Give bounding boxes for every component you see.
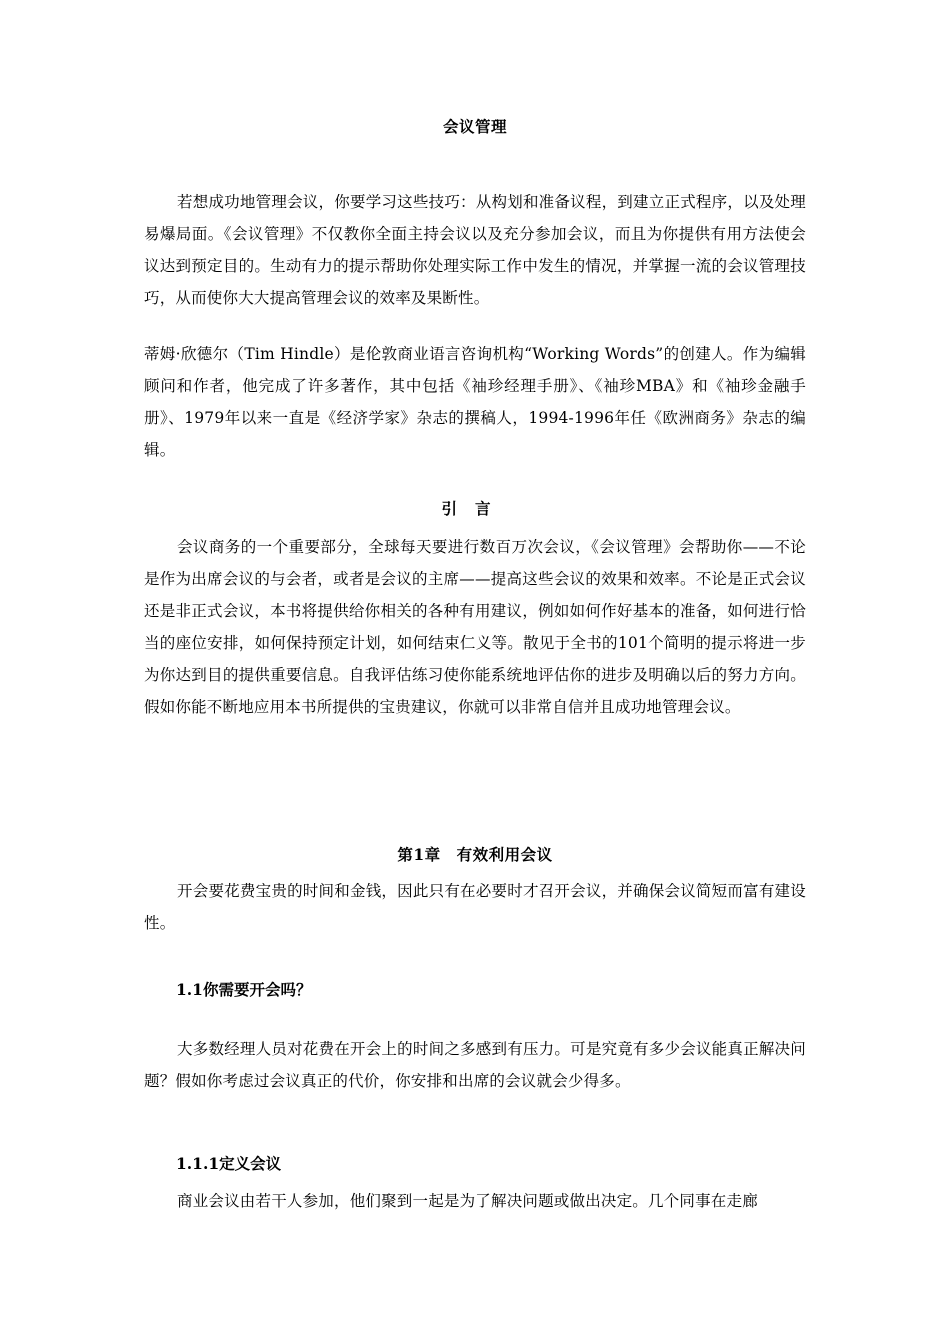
author-paragraph: 蒂姆·欣德尔（Tim Hindle）是伦敦商业语言咨询机构“Working Words”的创建人。作为编辑顾问和作者，他完成了许多著作，其中包括《袖珍经理手册》、《袖珍MBA》和《袖珍金融手册》、1979年以来一直是《经济学家》杂志的撰稿人，1994-1996年任《欧洲商务》杂志的编辑。 [144, 345, 806, 459]
section-1-1-1-paragraph: 商业会议由若干人参加，他们聚到一起是为了解决问题或做出决定。几个同事在走廊 [177, 1192, 758, 1210]
section-1-1-heading: 1.1你需要开会吗？ [176, 980, 312, 999]
section-1-1-paragraph: 大多数经理人员对花费在开会上的时间之多感到有压力。可是究竟有多少会议能真正解决问题？假如你考虑过会议真正的代价，你安排和出席的会议就会少得多。 [144, 1040, 806, 1090]
section-1-1-1-heading: 1.1.1定义会议 [176, 1154, 282, 1173]
preface-paragraph: 会议商务的一个重要部分，全球每天要进行数百万次会议，《会议管理》会帮助你——不论是作为出席会议的与会者，或者是会议的主席——提高这些会议的效果和效率。不论是正式会议还是非正式会议，本书将提供给你相关的各种有用建议，例如如何作好基本的准备，如何进行恰当的座位安排，如何保持预定计划，如何结束仁义等。散见于全书的101个简明的提示将进一步为你达到目的提供重要信息。自我评估练习使你能系统地评估你的进步及明确以后的努力方向。假如你能不断地应用本书所提供的宝贵建议，你就可以非常自信并且成功地管理会议。 [144, 538, 806, 716]
preface-heading: 引言 [441, 499, 509, 518]
intro-paragraph: 若想成功地管理会议，你要学习这些技巧：从构划和准备议程，到建立正式程序，以及处理易爆局面。《会议管理》不仅教你全面主持会议以及充分参加会议，而且为你提供有用方法使会议达到预定目的。生动有力的提示帮助你处理实际工作中发生的情况，并掌握一流的会议管理技巧，从而使你大大提高管理会议的效率及果断性。 [144, 193, 806, 307]
chapter1-paragraph: 开会要花费宝贵的时间和金钱，因此只有在必要时才召开会议，并确保会议简短而富有建设性。 [144, 882, 806, 932]
chapter1-heading: 第1章 有效利用会议 [397, 845, 553, 864]
document-title: 会议管理 [442, 117, 507, 136]
